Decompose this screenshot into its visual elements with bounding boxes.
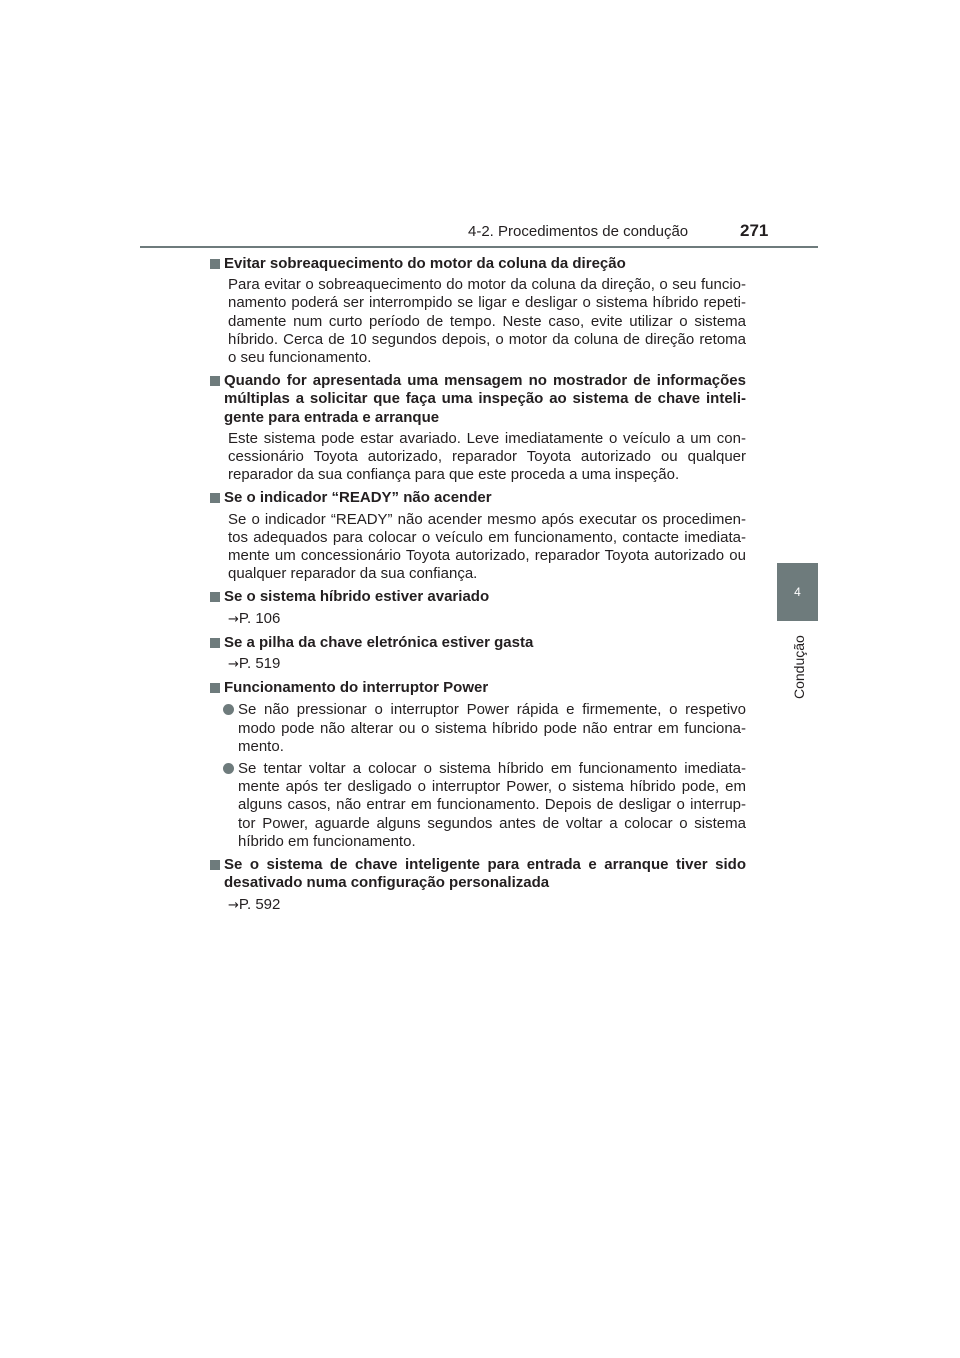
section-item [210, 372, 746, 484]
section-item [210, 634, 746, 674]
square-bullet-icon [210, 259, 220, 269]
page-content [210, 255, 746, 920]
arrow-right-icon: → [228, 897, 239, 913]
section-item [210, 588, 746, 628]
chapter-label [777, 625, 818, 705]
square-bullet-icon [210, 592, 220, 602]
section-title: 4-2. Procedimentos de condução [468, 223, 689, 240]
section-body: Se o indicador “READY” não acender mesmo após executar os procedimen-tos adequados para colocar o veículo em funcionamento, contacte imediata-mente um concessionário Toyota autorizado, reparador Toyota autorizado ou qualquer reparador da sua confiança. [228, 510, 746, 583]
chapter-number: 4 [794, 585, 801, 599]
section-body: Para evitar o sobreaquecimento do motor da coluna da direção, o seu funcio-namento poderá ser interrompido se ligar e desligar o sistema híbrido repeti-damente num curto período de tempo. Neste caso, evite utilizar o sistema híbrido. Cerca de 10 segundos depois, o motor da coluna de direção retoma o seu funcionamento. [228, 276, 746, 367]
bullet-item: Se não pressionar o interruptor Power rápida e firmemente, o respetivo modo pode não alterar ou o sistema híbrido pode não entrar em funciona-mento. [210, 701, 746, 756]
page-number: 271 [740, 221, 769, 240]
square-bullet-icon [210, 493, 220, 503]
section-heading: Funcionamento do interruptor Power [210, 679, 746, 697]
square-bullet-icon [210, 376, 220, 386]
section-heading: Se o indicador “READY” não acender [210, 489, 746, 507]
section-item [210, 255, 746, 367]
section-heading: Se o sistema híbrido estiver avariado [210, 588, 746, 606]
section-heading: Se a pilha da chave eletrónica estiver gasta [210, 634, 746, 652]
arrow-right-icon: → [228, 657, 239, 673]
page-reference-link[interactable]: →P. 106 [228, 609, 281, 627]
section-heading: Se o sistema de chave inteligente para entrada e arranque tiver sido desativado numa configuração personalizada [210, 856, 746, 892]
bullet-item: Se tentar voltar a colocar o sistema híbrido em funcionamento imediata-mente após ter desligado o interruptor Power, o sistema híbrido pode, em alguns casos, não entrar em funcionamento. Depois de desligar o interrup-tor Power, aguarde alguns segundos antes de voltar a colocar o sistema híbrido em funcionamento. [210, 760, 746, 851]
section-item [210, 489, 746, 583]
section-heading: Evitar sobreaquecimento do motor da coluna da direção [210, 255, 746, 273]
circle-bullet-icon [223, 704, 234, 715]
section-body: Este sistema pode estar avariado. Leve imediatamente o veículo a um con-cessionário Toyota autorizado, reparador Toyota autorizado ou qualquer reparador da sua confiança para que este proceda a uma inspeção. [228, 429, 746, 484]
page-reference-link[interactable]: →P. 519 [228, 655, 281, 673]
page-reference-link[interactable]: →P. 592 [228, 895, 281, 913]
header-divider [140, 246, 818, 248]
section-heading: Quando for apresentada uma mensagem no mostrador de informações múltiplas a solicitar que faça uma inspeção ao sistema de chave inteli-gente para entrada e arranque [210, 372, 746, 427]
arrow-right-icon: → [228, 611, 239, 627]
square-bullet-icon [210, 860, 220, 870]
circle-bullet-icon [223, 763, 234, 774]
section-item [210, 856, 746, 915]
chapter-tab[interactable] [777, 563, 818, 621]
square-bullet-icon [210, 638, 220, 648]
section-item [210, 679, 746, 851]
chapter-label-text: Condução [790, 635, 807, 699]
square-bullet-icon [210, 683, 220, 693]
